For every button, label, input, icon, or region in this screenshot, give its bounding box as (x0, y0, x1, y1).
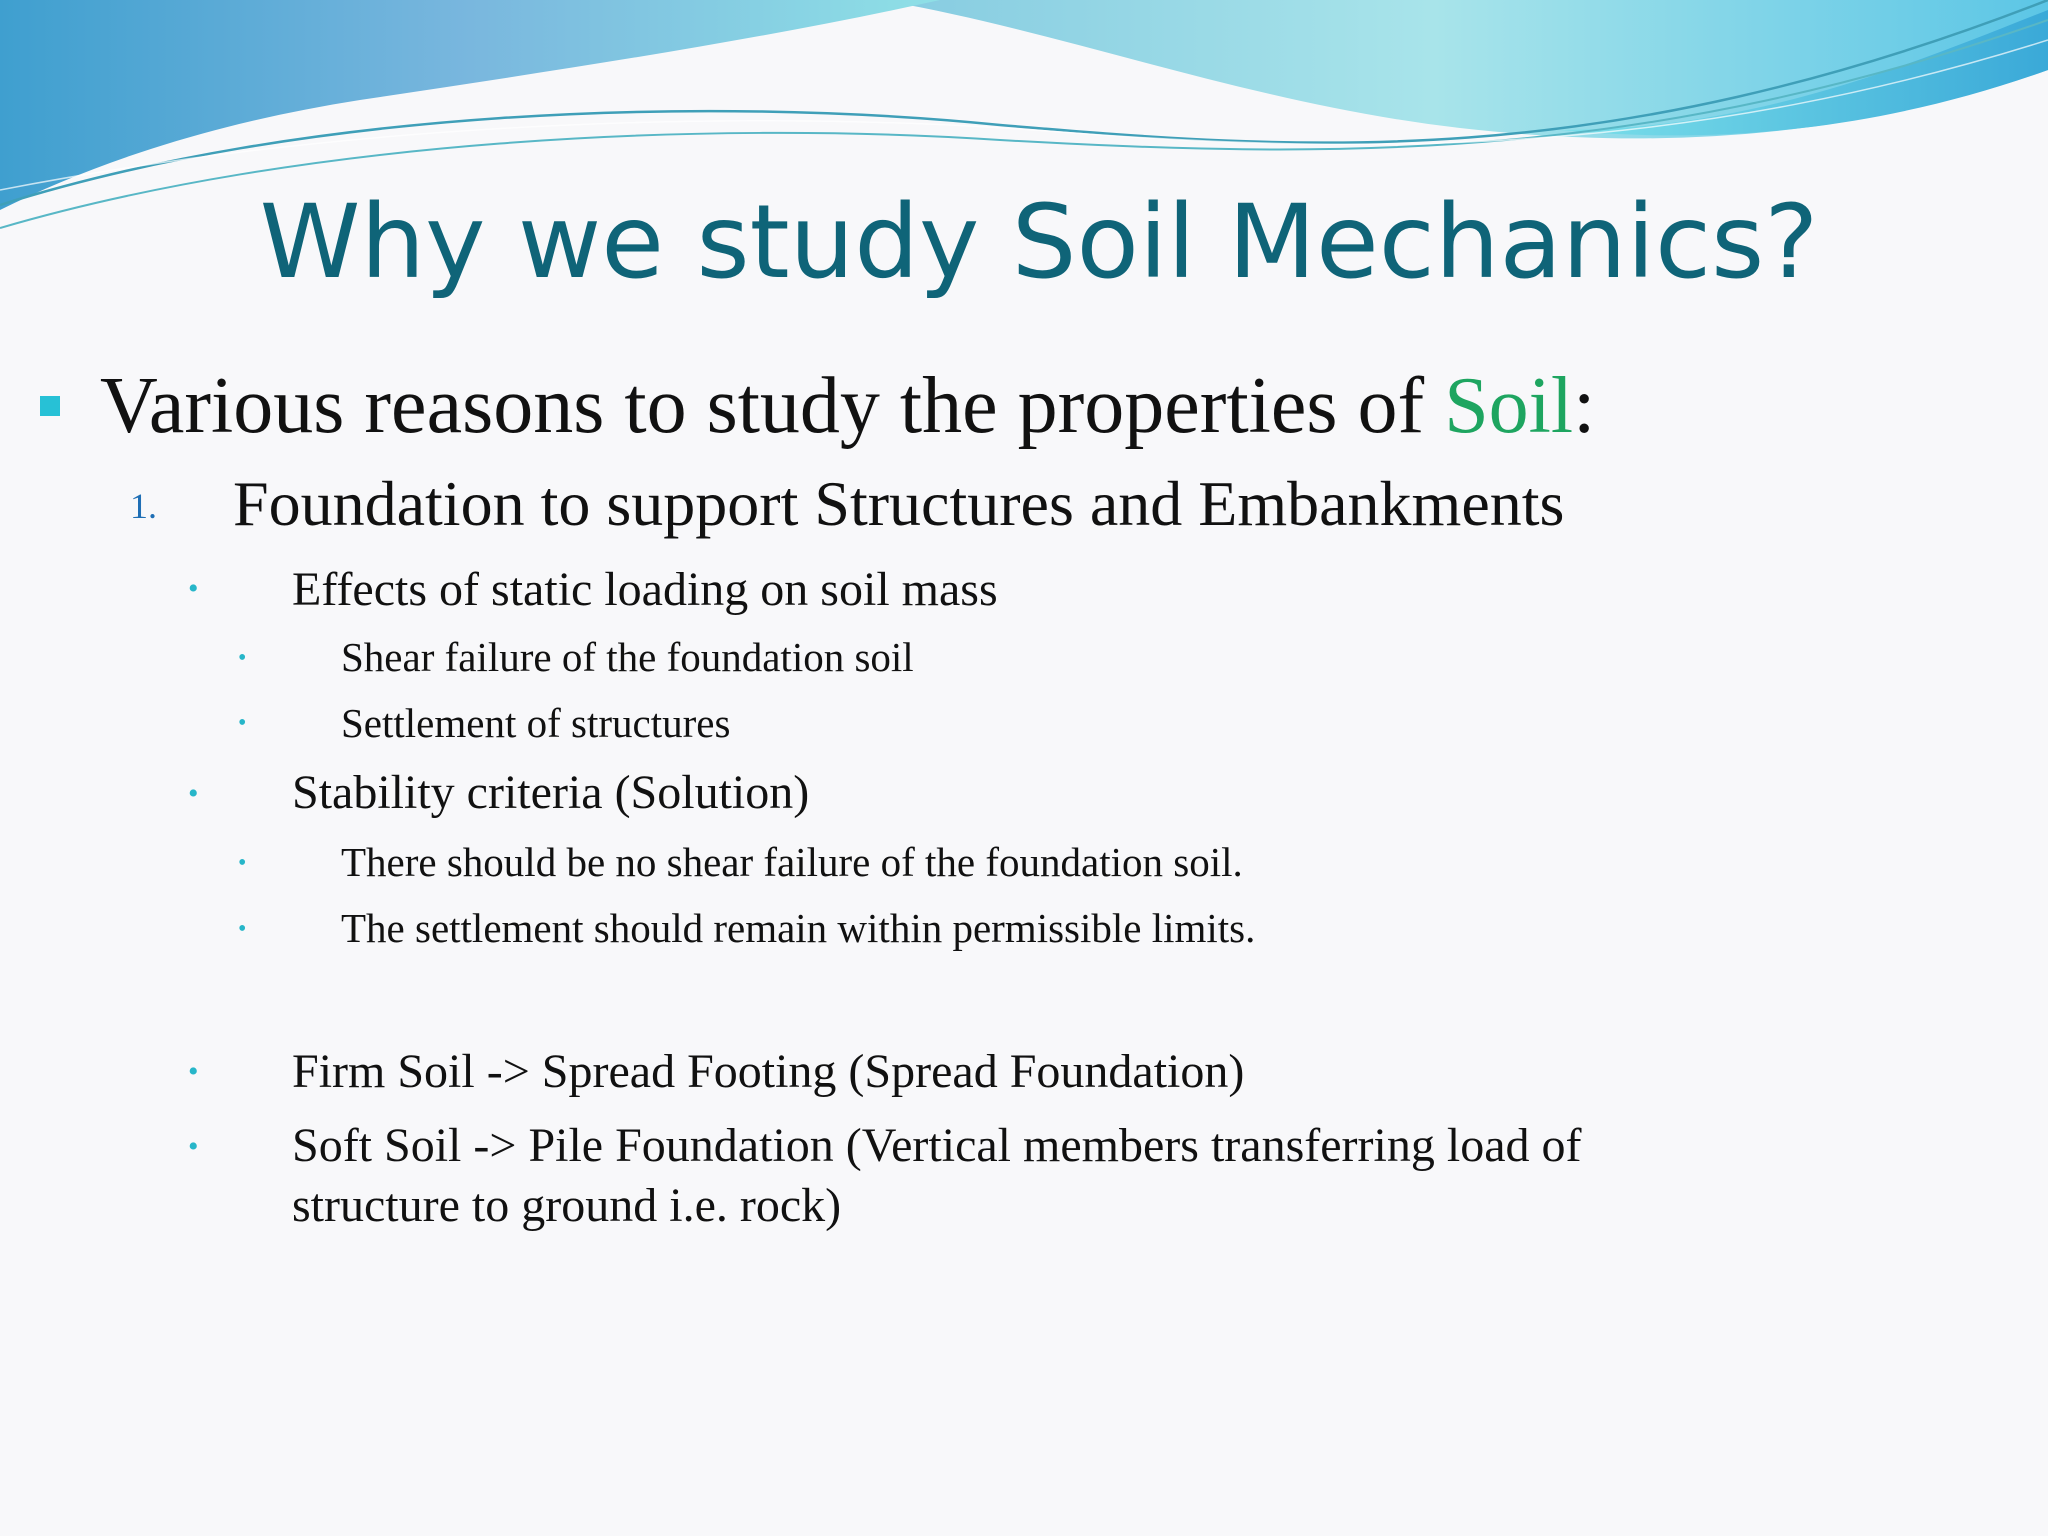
slide-title: Why we study Soil Mechanics? (259, 183, 1819, 302)
bullet-dot-icon: • (188, 1055, 199, 1088)
bullet-dot-icon: • (238, 850, 247, 876)
list-item-shear-failure: Shear failure of the foundation soil (341, 634, 914, 680)
list-item-settlement: Settlement of structures (341, 700, 731, 746)
list-item-stability-criteria: Stability criteria (Solution) (292, 766, 810, 819)
bullet-dot-icon: • (238, 645, 247, 671)
list-item-permissible-settlement: The settlement should remain within permissible limits. (341, 905, 1256, 951)
list-item-soft-soil-continued: structure to ground i.e. rock) (292, 1179, 842, 1232)
list-item-soft-soil: Soft Soil -> Pile Foundation (Vertical members transferring load of (292, 1119, 1582, 1172)
list-item-static-loading: Effects of static loading on soil mass (292, 563, 998, 616)
main-bullet-suffix: : (1573, 362, 1596, 450)
square-bullet-icon (40, 396, 60, 416)
main-bullet (40, 362, 1595, 450)
main-bullet-text (100, 362, 1595, 450)
bullet-dot-icon: • (188, 777, 199, 810)
bullet-dot-icon: • (238, 710, 247, 736)
list-item-firm-soil: Firm Soil -> Spread Footing (Spread Foundation) (292, 1045, 1245, 1098)
bullet-dot-icon: • (188, 1130, 199, 1163)
numbered-item-text: Foundation to support Structures and Embankments (233, 468, 1565, 539)
bullet-dot-icon: • (238, 916, 247, 942)
list-item-no-shear-failure: There should be no shear failure of the foundation soil. (341, 839, 1243, 885)
main-bullet-highlight: Soil (1444, 362, 1574, 450)
list-number: 1. (130, 486, 157, 526)
bullet-dot-icon: • (188, 572, 199, 605)
main-bullet-prefix: Various reasons to study the properties of (100, 362, 1445, 450)
